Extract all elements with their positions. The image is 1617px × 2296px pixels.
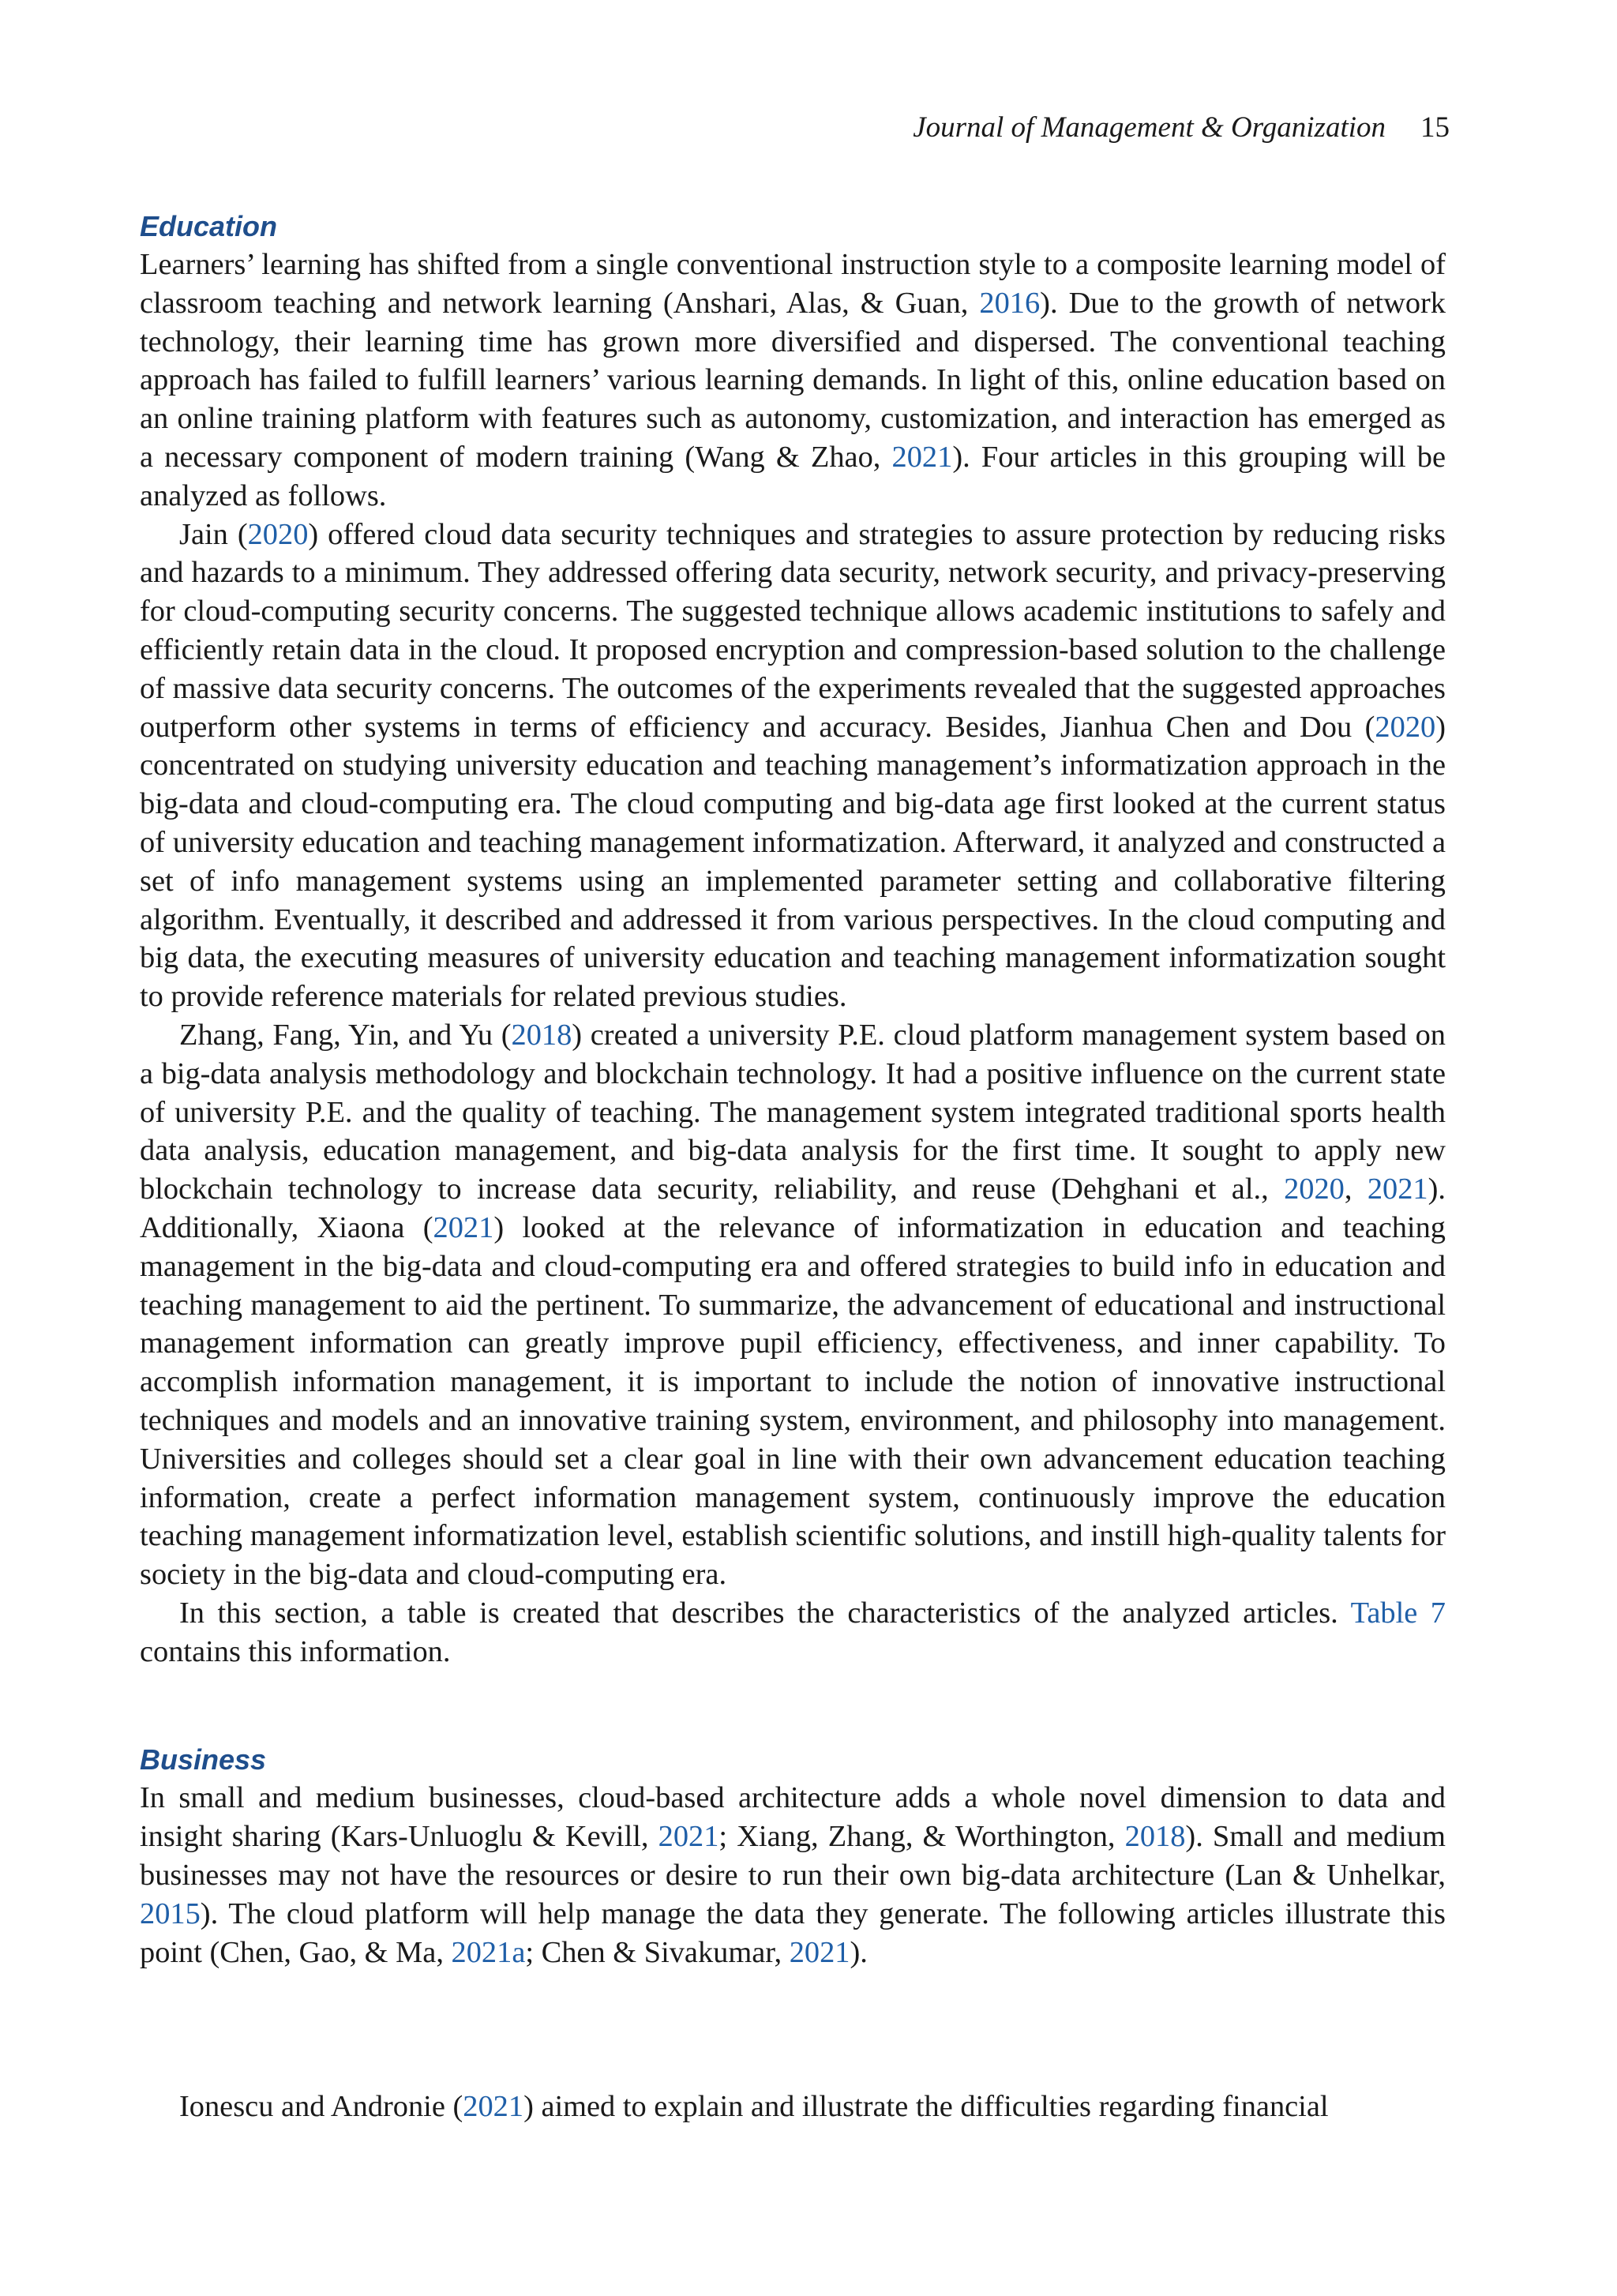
body-text	[140, 207, 1446, 1971]
citation-link[interactable]: 2020	[247, 517, 309, 551]
citation-link[interactable]: 2021	[1367, 1172, 1428, 1206]
citation-link[interactable]: 2021	[658, 1820, 719, 1854]
business-paragraph-1: In small and medium businesses, cloud-based architecture adds a whole novel dimension to data and insight sharing (Kars-Unluoglu & Kevill, 2021; Xiang, Zhang, & Worthington, 2018). Small and medium businesses may not have the resources or desire to run their own big-data architecture (Lan & Unhelkar, 2015). The cloud platform will help manage the data they generate. The following articles illustrate this point (Chen, Gao, & Ma, 2021a; Chen & Sivakumar, 2021).	[140, 1781, 1446, 1969]
page-number: 15	[1420, 111, 1450, 144]
citation-link[interactable]: 2015	[140, 1896, 201, 1930]
education-paragraph-4: In this section, a table is created that describes the characteristics of the analyzed articles. Table 7 contains this information.	[140, 1596, 1446, 1668]
education-paragraph-2: Jain (2020) offered cloud data security techniques and strategies to assure protection by reducing risks and hazards to a minimum. They addressed offering data security, network security, and privacy-preserving for cloud-computing security concerns. The suggested technique allows academic institutions to safely and efficiently retain data in the cloud. It proposed encryption and compression-based solution to the challenge of massive data security concerns. The outcomes of the experiments revealed that the suggested approaches outperform other systems in terms of efficiency and accuracy. Besides, Jianhua Chen and Dou (2020) concentrated on studying university education and teaching management’s informatization approach in the big-data and cloud-computing era. The cloud computing and big-data age first looked at the current status of university education and teaching management informatization. Afterward, it analyzed and constructed a set of info management systems using an implemented parameter setting and collaborative filtering algorithm. Eventually, it described and addressed it from various perspectives. In the cloud computing and big data, the executing measures of university education and teaching management informatization sought to provide reference materials for related previous studies.	[140, 517, 1446, 1014]
citation-link[interactable]: 2021	[463, 2090, 524, 2123]
education-paragraph-3: Zhang, Fang, Yin, and Yu (2018) created a university P.E. cloud platform management system based on a big-data analysis methodology and blockchain technology. It had a positive influence on the current state of university P.E. and the quality of teaching. The management system integrated traditional sports health data analysis, education management, and big-data analysis for the first time. It sought to apply new blockchain technology to increase data security, reliability, and reuse (Dehghani et al., 2020, 2021). Additionally, Xiaona (2021) looked at the relevance of informatization in education and teaching management in the big-data and cloud-computing era and offered strategies to build info in education and teaching management to aid the pertinent. To summarize, the advancement of educational and instructional management information can greatly improve pupil efficiency, effectiveness, and inner capability. To accomplish information management, it is important to include the notion of innovative instructional techniques and models and an innovative training system, environment, and philosophy into management. Universities and colleges should set a clear goal in line with their own advancement education teaching information, create a perfect information management system, continuously improve the education teaching management informatization level, establish scientific solutions, and instill high-quality talents for society in the big-data and cloud-computing era.	[140, 1018, 1446, 1592]
citation-link[interactable]: 2016	[979, 286, 1041, 320]
table-7-link[interactable]: Table 7	[1350, 1596, 1446, 1630]
section-heading-education: Education	[140, 210, 278, 242]
citation-link[interactable]: 2018	[511, 1018, 572, 1052]
running-header	[913, 111, 1450, 144]
citation-link[interactable]: 2021a	[451, 1935, 526, 1969]
citation-link[interactable]: 2021	[433, 1210, 494, 1244]
citation-link[interactable]: 2021	[891, 440, 953, 474]
journal-title: Journal of Management & Organization	[913, 111, 1386, 144]
citation-link[interactable]: 2020	[1284, 1172, 1345, 1206]
education-paragraph-1: Learners’ learning has shifted from a single conventional instruction style to a composite learning model of classroom teaching and network learning (Anshari, Alas, & Guan, 2016). Due to the growth of network technology, their learning time has grown more diversified and dispersed. The conventional teaching approach has failed to fulfill learners’ various learning demands. In light of this, online education based on an online training platform with features such as autonomy, customization, and interaction has emerged as a necessary component of modern training (Wang & Zhao, 2021). Four articles in this grouping will be analyzed as follows.	[140, 248, 1446, 512]
section-heading-business: Business	[140, 1743, 267, 1776]
citation-link[interactable]: 2020	[1375, 710, 1436, 744]
citation-link[interactable]: 2021	[789, 1935, 850, 1969]
truncated-paragraph: Ionescu and Andronie (2021) aimed to explain and illustrate the difficulties regarding financial	[179, 2090, 1329, 2123]
citation-link[interactable]: 2018	[1124, 1820, 1186, 1854]
